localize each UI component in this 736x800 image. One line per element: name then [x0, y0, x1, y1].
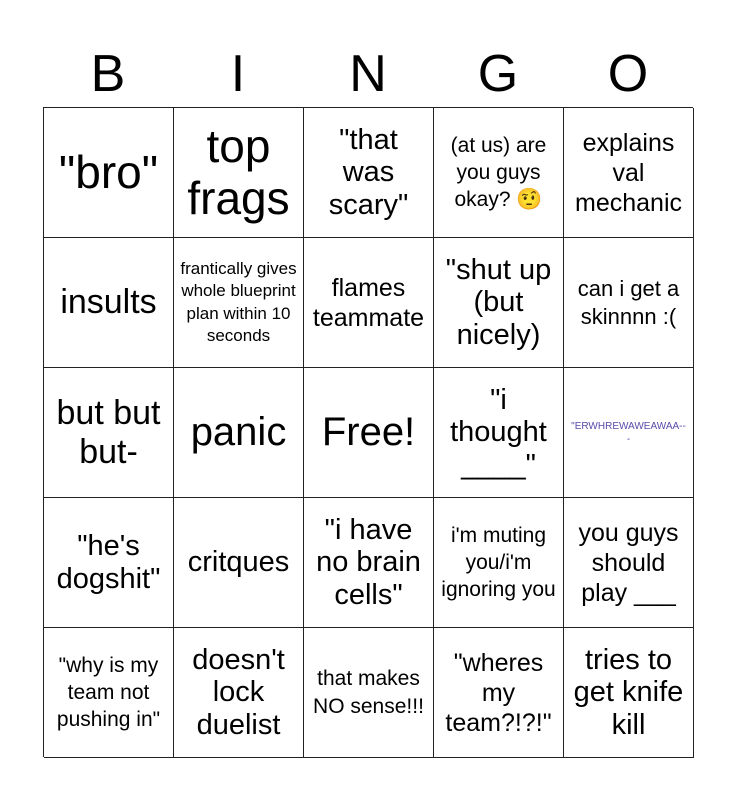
cell-text: "i thought ____": [450, 383, 547, 481]
bingo-cell[interactable]: [174, 108, 304, 238]
bingo-cell[interactable]: [174, 368, 304, 498]
cell-text: you guys should play ___: [578, 518, 679, 607]
bingo-cell[interactable]: [304, 238, 434, 368]
bingo-cell[interactable]: [564, 368, 694, 498]
cell-text: doesn't lock duelist: [192, 643, 285, 741]
cell-text: top frags: [187, 119, 290, 224]
bingo-cell[interactable]: [564, 628, 694, 758]
bingo-cell[interactable]: [564, 498, 694, 628]
bingo-cell[interactable]: [434, 498, 564, 628]
bingo-cell[interactable]: [44, 628, 174, 758]
cell-text: insults: [60, 283, 157, 322]
cell-text: flames teammate: [312, 273, 425, 332]
bingo-cell[interactable]: [564, 108, 694, 238]
cell-text: (at us) are you guys okay? 🤨: [450, 133, 547, 212]
cell-text: tries to get knife kill: [573, 643, 684, 741]
header-letter-o: O: [607, 45, 649, 103]
bingo-cell[interactable]: [564, 238, 694, 368]
bingo-cell[interactable]: [304, 498, 434, 628]
cell-text: critques: [187, 546, 290, 579]
bingo-header: [43, 40, 693, 108]
bingo-cell[interactable]: [434, 238, 564, 368]
cell-text: "he's dogshit": [56, 530, 161, 595]
cell-text: "that was scary": [328, 123, 409, 221]
bingo-cell[interactable]: [434, 628, 564, 758]
bingo-cell[interactable]: [174, 498, 304, 628]
free-space-text: Free!: [321, 410, 416, 455]
bingo-cell[interactable]: [44, 368, 174, 498]
bingo-cell[interactable]: [44, 498, 174, 628]
cell-text: i'm muting you/i'm ignoring you: [441, 523, 556, 602]
bingo-cell[interactable]: [44, 238, 174, 368]
cell-text: that makes NO sense!!!: [313, 667, 424, 718]
bingo-cell[interactable]: [174, 238, 304, 368]
bingo-cell[interactable]: [174, 628, 304, 758]
cell-text: "i have no brain cells": [316, 513, 421, 611]
bingo-cell[interactable]: [44, 108, 174, 238]
cell-text: but but but-: [56, 394, 161, 471]
free-space[interactable]: [304, 368, 434, 498]
header-letter-g: G: [477, 45, 519, 103]
cell-text: "ERWHREWAWEAWAA---: [571, 420, 686, 445]
cell-text: "bro": [58, 145, 159, 198]
cell-text: "wheres my team?!?!": [445, 648, 552, 737]
cell-text: "why is my team not pushing in": [56, 653, 161, 732]
bingo-cell[interactable]: [304, 628, 434, 758]
cell-text: "shut up (but nicely): [445, 253, 552, 351]
bingo-cell[interactable]: [434, 368, 564, 498]
cell-text: frantically gives whole blueprint plan within 10 seconds: [180, 259, 297, 345]
bingo-cell[interactable]: [434, 108, 564, 238]
bingo-board: [43, 107, 693, 757]
bingo-cell[interactable]: [304, 108, 434, 238]
header-letter-i: I: [230, 45, 246, 103]
header-letter-b: B: [90, 45, 126, 103]
cell-text: can i get a skinnnn :(: [577, 276, 680, 329]
cell-text: explains val mechanic: [575, 128, 682, 217]
header-letter-n: N: [349, 45, 387, 103]
cell-text: panic: [190, 410, 287, 455]
